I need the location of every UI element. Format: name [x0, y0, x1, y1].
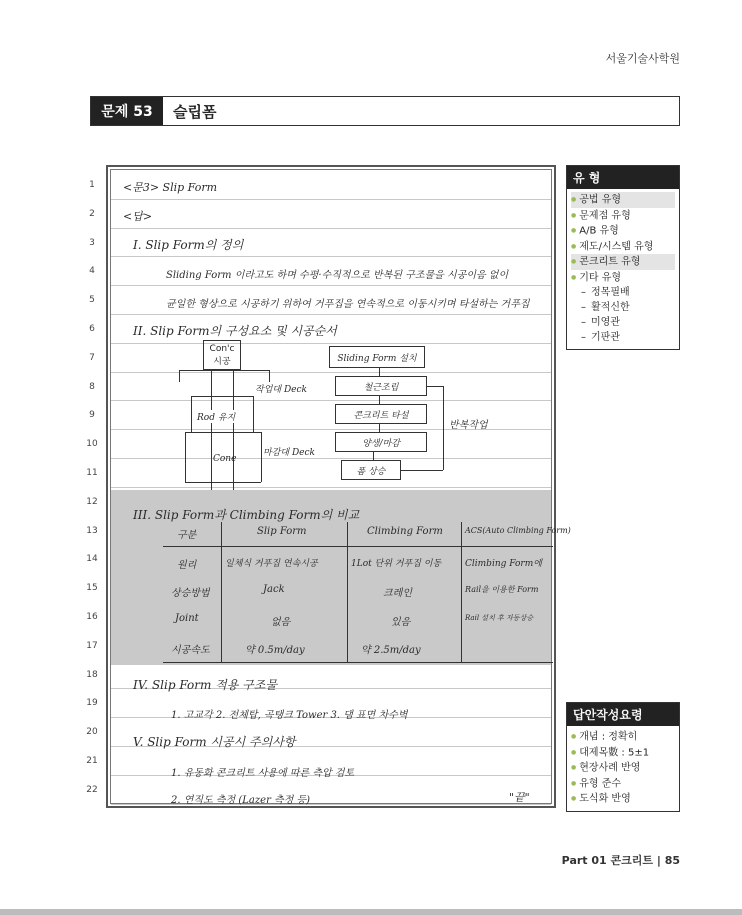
ruled-line	[111, 314, 551, 315]
line-number: 2	[89, 208, 95, 219]
diagram-mid-right	[253, 396, 254, 432]
flow-arrow-3	[379, 424, 380, 432]
publisher-name: 서울기술사학원	[605, 52, 680, 65]
line-number: 15	[86, 583, 98, 594]
table-row-1-climbing: 1Lot 단위 거푸집 이동	[351, 559, 442, 569]
ruled-line	[111, 487, 551, 488]
answer-guide-item: ● 도식화 반영	[571, 791, 675, 807]
flow-step-3-label: 양생/마감	[362, 438, 400, 449]
table-row-1-slip: 일체식 거푸집 연속시공	[225, 559, 318, 569]
table-col-divider-3	[461, 522, 462, 662]
diagram-concrete-label: Con'c 시공	[209, 343, 235, 367]
section-3-heading: III. Slip Form과 Climbing Form의 비교	[133, 508, 360, 522]
table-row-1-label: 원리	[177, 560, 197, 571]
diagram-upper-right-post	[269, 370, 270, 382]
table-row-3-slip: 없음	[271, 617, 291, 628]
line-number: 3	[89, 237, 95, 248]
diagram-lower-right	[261, 432, 262, 482]
table-row-2-acs: Rail을 이용한 Form	[465, 585, 539, 594]
table-header-acs: ACS(Auto Climbing Form)	[465, 526, 571, 535]
table-row-1-acs: Climbing Form에	[465, 559, 542, 569]
flow-arrow-4	[373, 452, 374, 460]
table-header-slip-form: Slip Form	[257, 526, 307, 537]
answer-line-21: 1. 유동화 콘크리트 사용에 따른 측압 검토	[171, 768, 355, 779]
answer-line-4: Sliding Form 이라고도 하며 수평·수직적으로 반복된 구조물을 시공이음 없이	[166, 270, 509, 281]
flow-arrow-2	[379, 396, 380, 404]
problem-title-bar	[90, 96, 680, 126]
line-number: 8	[89, 381, 95, 392]
line-number: 17	[86, 640, 98, 651]
diagram-upper-deck	[191, 396, 253, 397]
flow-arrow-1	[379, 368, 380, 376]
answer-line-19: 1. 고교각 2. 전체탑, 곡탱크 Tower 3. 댐 표면 차수벽	[171, 710, 408, 721]
line-number: 6	[89, 324, 95, 334]
ruled-line	[111, 372, 551, 373]
diagram-top-beam	[179, 370, 269, 371]
line-number: 5	[89, 295, 95, 306]
line-number: 13	[86, 525, 98, 536]
diagram-lower-deck-label: 마감대 Deck	[263, 448, 315, 458]
answer-guide-item: ● 현장사례 반영	[571, 760, 675, 776]
answer-sheet	[110, 169, 571, 806]
diagram-left-wall	[211, 370, 212, 490]
table-row-4-slip: 약 0.5m/day	[245, 645, 305, 656]
table-header-category: 구분	[177, 530, 197, 541]
line-number: 9	[89, 410, 95, 421]
section-2-heading: II. Slip Form의 구성요소 및 시공순서	[133, 324, 337, 338]
table-row-4-label: 시공속도	[171, 645, 210, 656]
flow-title-label: Sliding Form 설치	[337, 353, 417, 364]
diagram-concrete-box	[203, 340, 241, 370]
footer-rule	[0, 909, 742, 915]
answer-guide-item: ● 대제목數 : 5±1	[571, 745, 675, 761]
line-number: 12	[86, 496, 98, 507]
table-row-3-acs: Rail 설치 후 자동상승	[465, 614, 534, 622]
type-panel-title: 유 형	[567, 166, 679, 189]
diagram-lower-deck	[185, 432, 261, 433]
problem-title: 슬립폼	[173, 102, 217, 121]
flow-step-1-label: 철근조립	[363, 382, 399, 393]
line-number: 20	[86, 727, 98, 738]
line-number: 1	[89, 180, 95, 190]
section-5-heading: V. Slip Form 시공시 주의사항	[133, 735, 296, 749]
type-item: ● 콘크리트 유형	[571, 254, 675, 270]
line-number: 19	[86, 698, 98, 709]
repeat-work-label: 반복작업	[449, 420, 488, 431]
section-1-heading: I. Slip Form의 정의	[133, 238, 244, 252]
table-row-2-climbing: 크레인	[383, 588, 412, 599]
footer-part-label: Part 01 콘크리트 | 85	[561, 854, 680, 867]
table-header-climbing-form: Climbing Form	[367, 526, 443, 537]
repeat-loop-top	[427, 386, 443, 387]
type-subitem: – 정목필배	[571, 285, 675, 300]
ruled-line	[111, 228, 551, 229]
type-subitem: – 기판관	[571, 330, 675, 345]
line-number: 14	[86, 554, 98, 565]
type-item: ● 공법 유형	[571, 192, 675, 208]
line-number: 11	[86, 468, 98, 478]
type-item: ● A/B 유형	[571, 223, 675, 239]
flow-step-2-label: 콘크리트 타설	[353, 410, 409, 421]
diagram-base	[185, 482, 261, 483]
repeat-loop-bottom	[401, 470, 443, 471]
type-item: ● 제도/시스템 유형	[571, 239, 675, 255]
table-bottom-rule	[163, 662, 553, 663]
type-list	[567, 189, 679, 349]
line-number: 16	[86, 612, 98, 622]
answer-line-5: 균일한 형상으로 시공하기 위하여 거푸집을 연속적으로 이동시키며 타설하는 거푸집	[166, 299, 530, 310]
flow-step-2	[335, 404, 427, 424]
ruled-line	[111, 343, 551, 344]
flow-step-4	[341, 460, 401, 480]
answer-guide-panel	[566, 702, 680, 812]
ruled-line	[111, 458, 551, 459]
table-row-3-label: Joint	[175, 613, 199, 624]
type-item: ● 기타 유형	[571, 270, 675, 286]
answer-guide-item: ● 유형 준수	[571, 776, 675, 792]
repeat-loop-side	[443, 386, 444, 470]
diagram-upper-left-post	[179, 370, 180, 382]
flow-step-3	[335, 432, 427, 452]
answer-line-2: <답>	[123, 210, 153, 223]
ruled-line	[111, 400, 551, 401]
answer-guide-list	[567, 726, 679, 811]
line-number: 18	[86, 669, 98, 680]
ruled-line	[111, 285, 551, 286]
line-number: 21	[86, 756, 98, 766]
line-number: 22	[86, 784, 98, 795]
section-4-heading: IV. Slip Form 적용 구조물	[133, 678, 277, 692]
diagram-lower-left	[185, 432, 186, 482]
diagram-cone-label: Cone	[213, 454, 237, 464]
diagram-right-wall	[233, 370, 234, 490]
end-mark: "끝"	[509, 791, 530, 804]
diagram-mid-left	[191, 396, 192, 432]
diagram-rod-label: Rod 유지	[197, 410, 235, 423]
type-subitem: – 미영관	[571, 315, 675, 330]
answer-line-1: <문3> Slip Form	[123, 181, 218, 194]
type-panel	[566, 165, 680, 350]
table-col-divider-2	[347, 522, 348, 662]
line-number: 4	[89, 266, 95, 277]
diagram-upper-deck-label: 작업대 Deck	[255, 385, 307, 395]
flow-step-4-label: 폼 상승	[356, 466, 386, 477]
type-item: ● 문제점 유형	[571, 208, 675, 224]
flow-title-box	[329, 346, 425, 368]
table-row-4-climbing: 약 2.5m/day	[361, 645, 421, 656]
table-row-2-slip: Jack	[263, 584, 285, 595]
type-subitem: – 활적신한	[571, 300, 675, 315]
answer-line-22: 2. 연직도 측정 (Lazer 측정 등)	[171, 795, 311, 806]
answer-guide-title: 답안작성요령	[567, 703, 679, 726]
table-row-3-climbing: 있음	[391, 617, 411, 628]
line-number: 7	[89, 352, 95, 363]
answer-guide-item: ● 개념 : 정확히	[571, 729, 675, 745]
ruled-line	[111, 256, 551, 257]
ruled-line	[111, 199, 551, 200]
line-number: 10	[86, 439, 98, 450]
problem-number: 문제 53	[91, 97, 163, 125]
flow-step-1	[335, 376, 427, 396]
table-row-2-label: 상승방법	[171, 588, 210, 599]
table-col-divider-1	[221, 522, 222, 662]
